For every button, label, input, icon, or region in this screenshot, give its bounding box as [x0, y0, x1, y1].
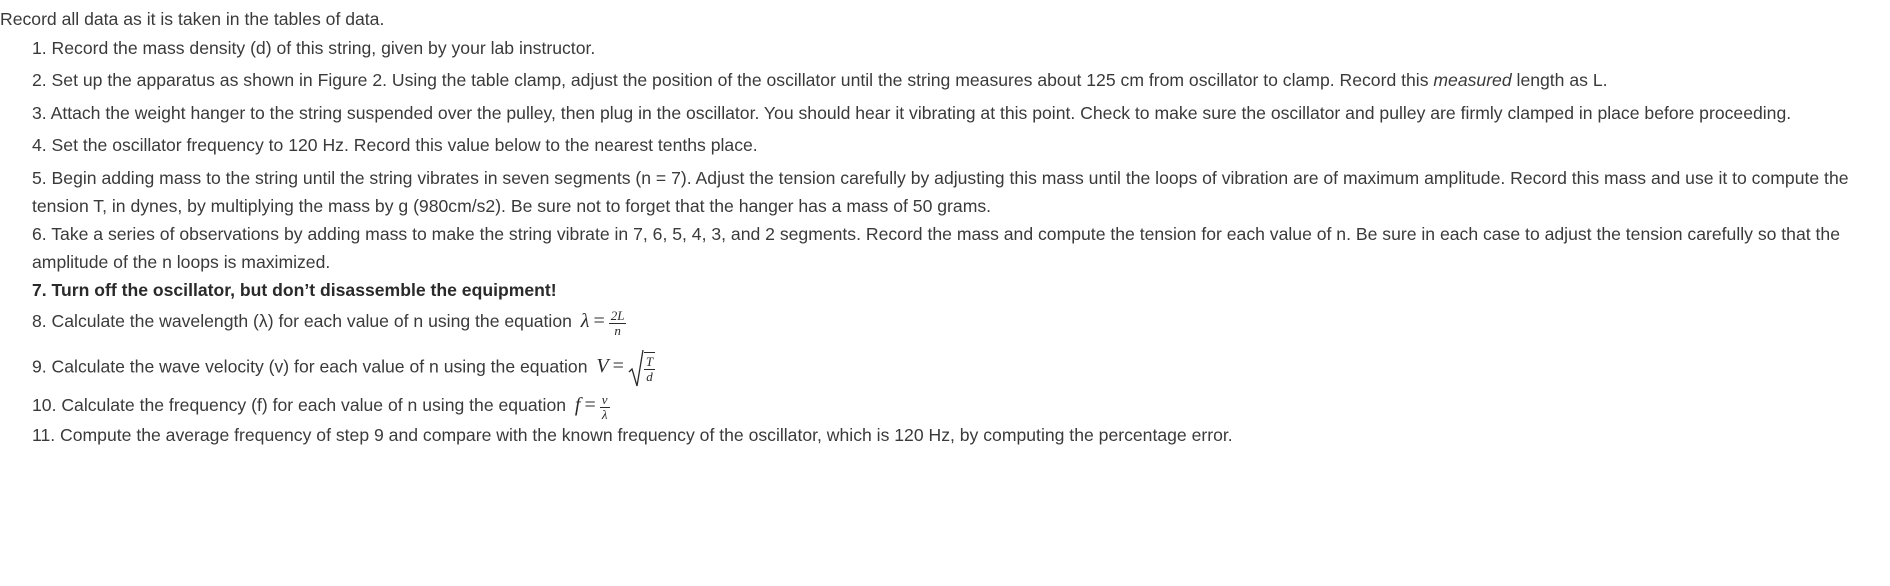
velocity-equation [596, 348, 655, 388]
step-10-text: 10. Calculate the frequency (f) for each value of n using the equation [32, 395, 567, 415]
step-2-text-a: 2. Set up the apparatus as shown in Figure 2. Using the table clamp, adjust the position of the oscillator until the string measures about 125 cm from oscillator to clamp. Record this [32, 70, 1434, 90]
step-1: 1. Record the mass density (d) of this string, given by your lab instructor. [32, 38, 596, 58]
frequency-numerator: v [601, 391, 608, 407]
wavelength-fraction [609, 309, 627, 338]
step-8-text: 8. Calculate the wavelength (λ) for each value of n using the equation [32, 311, 572, 331]
frequency-eq-equals: = [584, 394, 596, 417]
radical-sign-icon [628, 348, 644, 388]
velocity-denominator: d [646, 369, 653, 384]
velocity-numerator: T [645, 354, 654, 369]
step-10 [32, 391, 1882, 422]
step-5: 5. Begin adding mass to the string until the string vibrates in seven segments (n = 7). Adjust the tension carefully by adjusting this mass until the loops of vibration are of maximum amplitude. Record this mass and use it to compute the tension T, in dynes, by multiplying the mass by g (980cm/s2). Be sure not to forget that the hanger has a mass of 50 grams. [32, 168, 1849, 216]
step-7: 7. Turn off the oscillator, but don’t disassemble the equipment! [32, 280, 557, 300]
step-2-emphasis: measured [1433, 70, 1512, 90]
step-11: 11. Compute the average frequency of step 9 and compare with the known frequency of the oscillator, which is 120 Hz, by computing the percentage error. [32, 425, 1233, 445]
frequency-equation [575, 391, 610, 421]
velocity-fraction [644, 352, 655, 384]
wavelength-eq-equals: = [593, 310, 605, 333]
square-root [628, 348, 655, 388]
step-8 [32, 307, 1882, 338]
frequency-denominator: λ [601, 406, 608, 422]
velocity-eq-equals: = [612, 355, 624, 378]
velocity-eq-lhs: V [596, 355, 609, 378]
step-6: 6. Take a series of observations by adding mass to make the string vibrate in 7, 6, 5, 4, 3, and 2 segments. Record the mass and compute the tension for each value of n. Be sure in each case to adjust the tension carefully so that the amplitude of the n loops is maximized. [32, 224, 1840, 272]
step-2 [32, 66, 1882, 94]
step-3: 3. Attach the weight hanger to the string suspended over the pulley, then plug in the oscillator. You should hear it vibrating at this point. Check to make sure the oscillator and pulley are firmly clamped in place before proceeding. [32, 103, 1792, 123]
step-9 [32, 348, 1882, 388]
wavelength-equation [581, 307, 627, 337]
wavelength-eq-lhs: λ [580, 310, 590, 333]
frequency-eq-lhs: f [574, 394, 581, 417]
step-2-text-b: length as L. [1511, 70, 1608, 90]
step-4: 4. Set the oscillator frequency to 120 Hz. Record this value below to the nearest tenths place. [32, 135, 758, 155]
wavelength-numerator: 2L [610, 307, 625, 323]
frequency-fraction [600, 393, 610, 422]
wavelength-denominator: n [614, 322, 621, 338]
step-9-text: 9. Calculate the wave velocity (v) for each value of n using the equation [32, 356, 588, 377]
intro-text: Record all data as it is taken in the tables of data. [0, 9, 385, 29]
